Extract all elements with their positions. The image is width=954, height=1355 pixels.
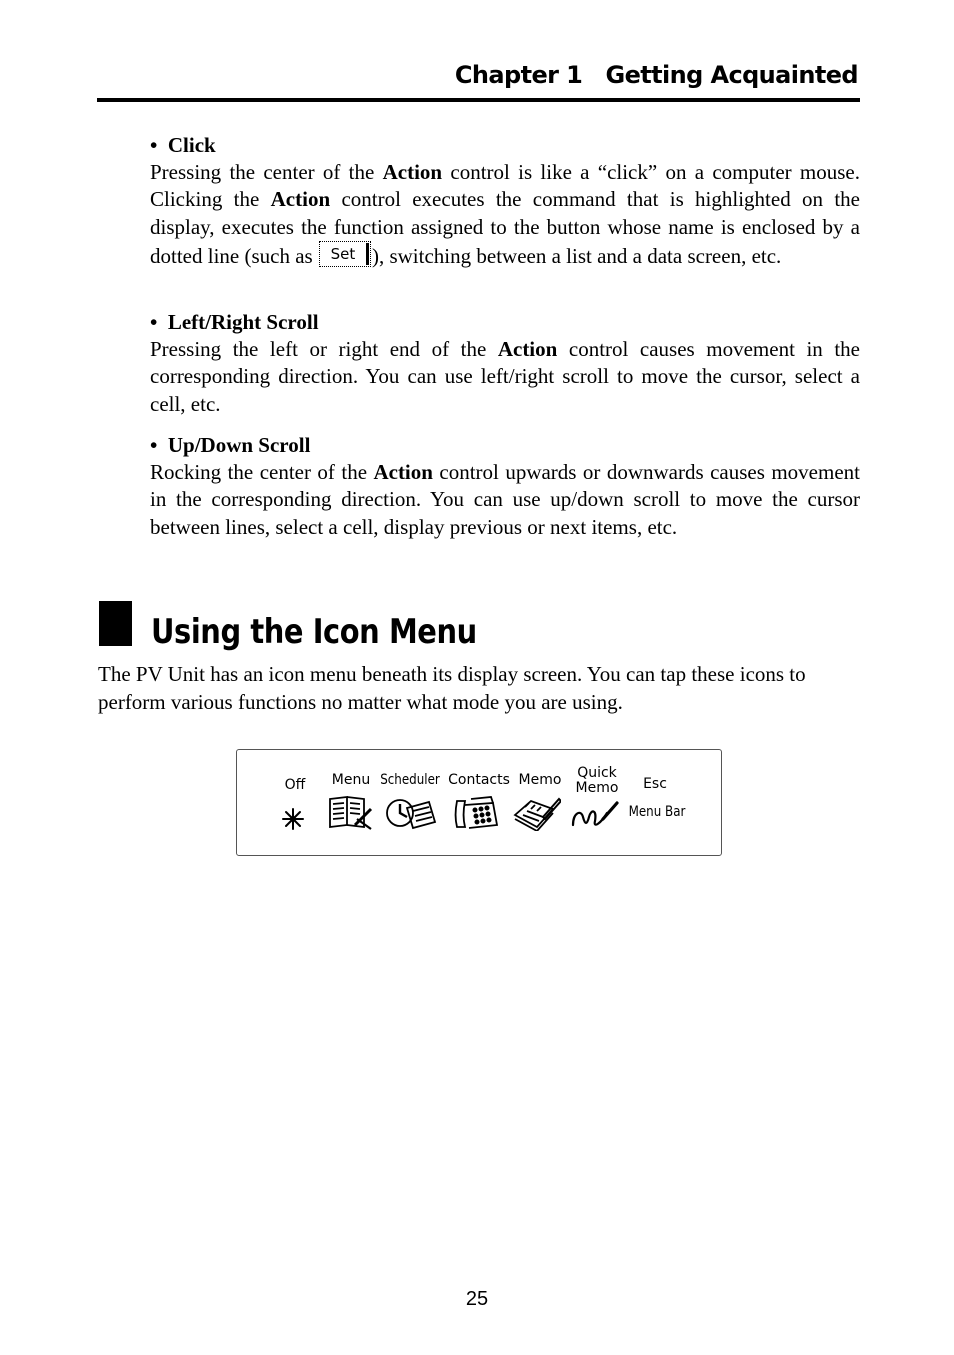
body-text: control upwards or downwards causes movement in the corresponding direction. You can use up/down scroll to move the cursor between lines, select a cell, display previous or next items, etc. [150, 460, 860, 539]
item-body [150, 336, 860, 418]
item-title-text: Click [167, 133, 216, 157]
chapter-heading [455, 61, 858, 89]
quick-memo-label: Memo [575, 780, 619, 796]
item-title [150, 131, 860, 159]
action-term: Action [497, 337, 558, 361]
body-text: ), switching between a list and a data screen, etc. [371, 243, 782, 268]
item-title-text: Left/Right Scroll [167, 310, 319, 334]
body-text: Pressing the left or right end of the [150, 337, 498, 361]
item-body [150, 459, 860, 541]
section-intro: The PV Unit has an icon menu beneath its display screen. You can tap these icons to perform various functions no matter what mode you are using. [98, 662, 806, 714]
contacts-icon [451, 795, 501, 831]
body-text: Rocking the center of the [150, 460, 374, 484]
body-text: control executes the command that is highlighted on the display, executes the function assigned to the button whose name is enclosed by a dotted line (such as [150, 187, 860, 268]
item-title-text: Up/Down Scroll [167, 433, 311, 457]
action-term: Action [382, 160, 443, 184]
scheduler-label: Scheduler [380, 772, 440, 788]
contacts-label: Contacts [448, 772, 510, 788]
off-star-icon [281, 807, 305, 831]
menu-label: Menu [331, 772, 371, 788]
esc-label: Esc [643, 776, 667, 792]
set-button-example [319, 241, 371, 267]
action-term: Action [270, 187, 331, 212]
quick-label: Quick [577, 765, 617, 781]
body-text: control is like a “click” on a computer mouse. Clicking the [150, 160, 860, 212]
section-marker [99, 601, 132, 646]
set-button-label: Set [330, 244, 356, 263]
bullet: • [150, 133, 158, 157]
body-text: control causes movement in the corresponding direction. You can use left/right scroll to move the cursor, select a cell, etc. [150, 337, 860, 416]
item-title [150, 308, 860, 336]
menu-icon [327, 795, 375, 831]
chapter-title: Getting Acquainted [605, 61, 858, 89]
section-title: Using the Icon Menu [151, 612, 477, 652]
memo-icon [513, 795, 561, 831]
item-body [150, 159, 860, 270]
item-left-right-scroll [150, 308, 860, 418]
memo-label: Memo [518, 772, 562, 788]
menu-bar-label: Menu Bar [628, 804, 686, 820]
body-text: Pressing the center of the [150, 160, 383, 184]
bullet: • [150, 433, 158, 457]
item-title [150, 431, 860, 459]
item-up-down-scroll [150, 431, 860, 541]
page-header [97, 58, 860, 102]
page-number: 25 [465, 1288, 489, 1310]
off-label: Off [284, 777, 306, 793]
icon-menu-panel [236, 749, 722, 856]
item-click [150, 131, 860, 270]
chapter-number: Chapter 1 [454, 61, 583, 89]
scheduler-icon [385, 796, 437, 830]
quick-memo-icon [571, 799, 619, 829]
action-term: Action [373, 460, 433, 484]
bullet: • [150, 310, 158, 334]
